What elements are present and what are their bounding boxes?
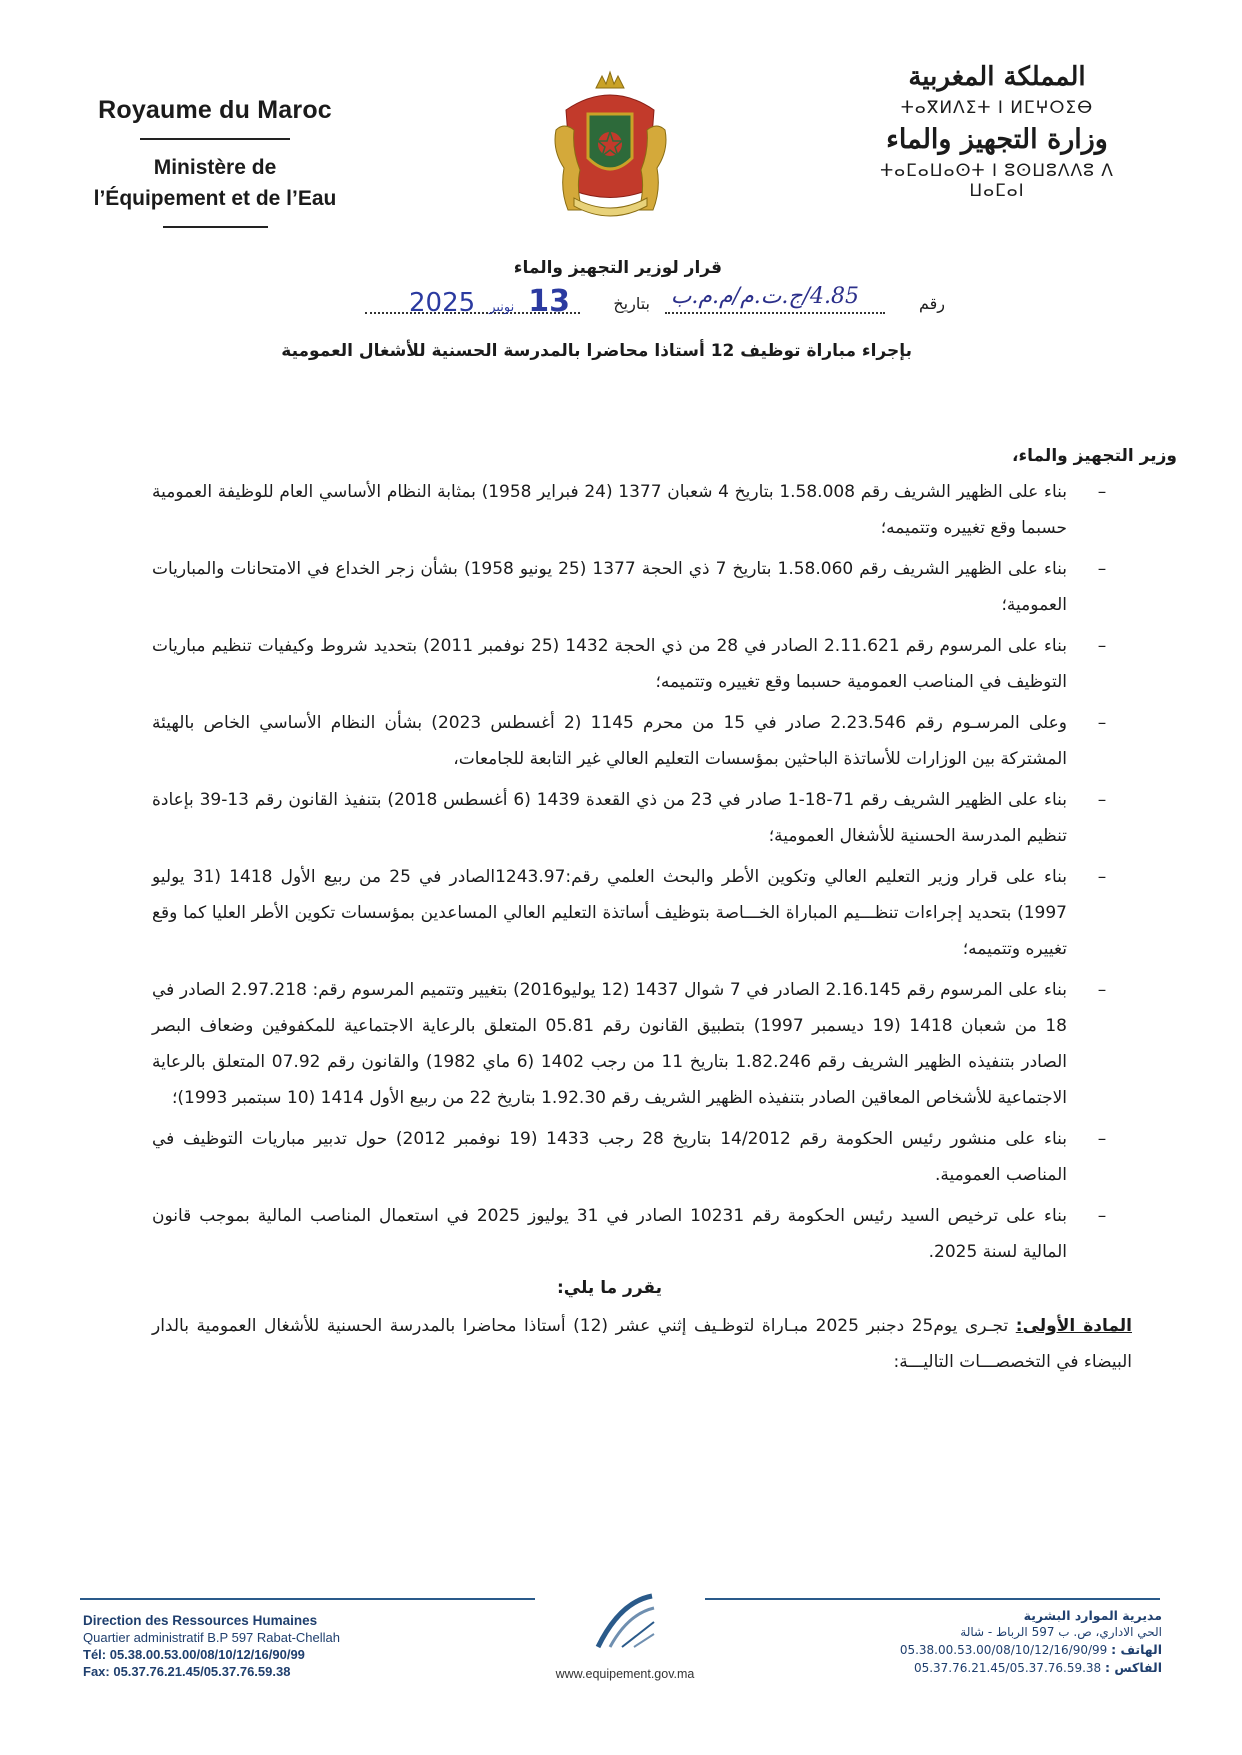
list-item (152, 859, 1107, 967)
footer-address-fr: Quartier administratif B.P 597 Rabat-Chellah (83, 1630, 340, 1645)
list-dash: – (1097, 713, 1107, 733)
header-french (70, 96, 360, 228)
footer-fax-ar: 05.37.76.21.45/05.37.76.59.38 (913, 1661, 1102, 1675)
reference-line (285, 284, 945, 324)
list-item-text: بناء على الظهير الشريف رقم 71-18-1 صادر في 23 من ذي القعدة 1439 (6 أغسطس 2018) بتنفيذ القانون رقم 13-39 بإعادة تنظيم المدرسة الحسنية للأشغال العمومية؛ (152, 790, 1067, 846)
reference-label: رقم (918, 294, 945, 313)
list-item (152, 474, 1107, 546)
list-item (152, 1121, 1107, 1193)
ministry-name-tifinagh: ⵜⴰⵎⴰⵡⴰⵙⵜ ⵏ ⵓⵙⵡⵓⴷⴷⵓ ⴷ ⵡⴰⵎⴰⵏ (880, 161, 1114, 201)
header-divider (163, 226, 268, 228)
footer-fax-label-ar: الفاكس : (1105, 1660, 1162, 1675)
footer-website: www.equipement.gov.ma (555, 1667, 695, 1681)
list-dash: – (1097, 1206, 1107, 1226)
header-divider (140, 138, 290, 140)
list-item-text: بناء على قرار وزير التعليم العالي وتكوين الأطر والبحث العلمي رقم:1243.97الصادر في 25 من ربيع الأول 1418 (31 يوليو 1997) بتحديد إجراءات تنظـــيم المباراة الخـــاصة بتوظيف أساتذة التعليم العالي المساعدين بمؤسسات تكوين الأطر العليا كما وقع تغييره وتتميمه؛ (152, 867, 1067, 959)
date-month: نونبر (489, 300, 515, 315)
list-item (152, 628, 1107, 700)
list-item-text: بناء على ترخيص السيد رئيس الحكومة رقم 10231 الصادر في 31 يوليوز 2025 في استعمال المناصب المالية بموجب قانون المالية لسنة 2025. (152, 1206, 1067, 1262)
kingdom-name-ar: المملكة المغربية (908, 62, 1086, 92)
list-dash: – (1097, 980, 1107, 1000)
list-item-text: بناء على الظهير الشريف رقم 1.58.060 بتاريخ 7 ذي الحجة 1377 (25 يونيو 1958) بشأن زجر الخداع في الامتحانات والمباريات العمومية؛ (152, 559, 1067, 615)
minister-heading: وزير التجهيز والماء، (1012, 446, 1177, 466)
footer-french (83, 1612, 340, 1680)
decision-body (152, 446, 1177, 1380)
footer-divider (705, 1598, 1160, 1600)
decides-heading: يقرر ما يلي: (556, 1278, 663, 1298)
list-dash: – (1097, 1129, 1107, 1149)
list-dash: – (1097, 867, 1107, 887)
list-item (152, 551, 1107, 623)
reference-number: 4.85/ج.ت.م/م.م.ب (670, 284, 859, 309)
footer-tel-fr: Tél: 05.38.00.53.00/08/10/12/16/90/99 (83, 1647, 305, 1662)
list-item-text: وعلى المرسـوم رقم 2.23.546 صادر في 15 من محرم 1145 (2 أغسطس 2023) بشأن النظام الأساسي الخاص بالهيئة المشتركة بين الوزارات للأساتذة الباحثين بمؤسسات التعليم العالي غير التابعة للجامعات، (152, 713, 1068, 769)
dotted-line (665, 312, 885, 314)
ministry-line2-fr: l’Équipement et de l’Eau (93, 187, 337, 210)
ministry-logo-icon (590, 1592, 660, 1652)
list-item (152, 782, 1107, 854)
list-item-text: بناء على المرسوم رقم 2.16.145 الصادر في 7 شوال 1437 (12 يوليو2016) بتغيير وتتميم المرسوم رقم: 2.97.218 الصادر في 18 من شعبان 1418 (19 ديسمبر 1997) بتطبيق القانون رقم 05.81 المتعلق بالرعاية الاجتماعية للمكفوفين وضعاف البصر الصادر بتنفيذه الظهير الشريف رقم 1.82.246 بتاريخ 11 من رجب 1402 (6 ماي 1982) والقانون رقم 07.92 المتعلق بالرعاية الاجتماعية للأشخاص المعاقين الصادر بتنفيذه الظهير الشريف رقم 1.92.30 بتاريخ 22 من ربيع الأول 1414 (10 سبتمبر 1993)؛ (152, 980, 1067, 1108)
footer-fax-fr: Fax: 05.37.76.21.45/05.37.76.59.38 (83, 1664, 291, 1679)
footer-address-ar: الحي الاداري، ص. ب 597 الرباط - شالة (960, 1625, 1162, 1639)
footer-direction-ar: مديرية الموارد البشرية (1023, 1608, 1162, 1623)
ministry-name-ar: وزارة التجهيز والماء (886, 124, 1108, 155)
list-item (152, 1198, 1107, 1270)
list-item-text: بناء على منشور رئيس الحكومة رقم 14/2012 بتاريخ 28 رجب 1433 (19 نوفمبر 2012) حول تدبير مباريات التوظيف في المناصب العمومية. (152, 1129, 1068, 1185)
article-label: المادة الأولى: (1015, 1316, 1132, 1336)
list-dash: – (1097, 559, 1107, 579)
footer-direction-fr: Direction des Ressources Humaines (83, 1613, 318, 1628)
kingdom-name-fr: Royaume du Maroc (98, 96, 332, 124)
list-dash: – (1097, 482, 1107, 502)
list-item-text: بناء على الظهير الشريف رقم 1.58.008 بتاريخ 4 شعبان 1377 (24 فبراير 1958) بمثابة النظام الأساسي العام للوظيفة العمومية حسبما وقع تغييره وتتميمه؛ (152, 482, 1068, 538)
article-one (152, 1308, 1132, 1380)
date-day: 13 (528, 284, 570, 319)
footer-divider (80, 1598, 535, 1600)
header-arabic (872, 62, 1122, 201)
list-item (152, 705, 1107, 777)
date-label: بتاريخ (613, 294, 650, 313)
footer-tel-ar: 05.38.00.53.00/08/10/12/16/90/99 (899, 1643, 1108, 1657)
decision-title: قرار لوزير التجهيز والماء (513, 258, 722, 278)
list-dash: – (1097, 790, 1107, 810)
footer-tel-label-ar: الهاتف : (1111, 1642, 1162, 1657)
list-dash: – (1097, 636, 1107, 656)
kingdom-name-tifinagh: ⵜⴰⴳⵍⴷⵉⵜ ⵏ ⵍⵎⵖⵔⵉⴱ (900, 98, 1094, 118)
decision-subject: بإجراء مباراة توظيف 12 أستاذا محاضرا بالمدرسة الحسنية للأشغال العمومية (281, 341, 912, 361)
date-stamp (409, 284, 570, 319)
ministry-line1-fr: Ministère de (153, 156, 277, 179)
coat-of-arms-icon (548, 70, 673, 220)
footer-arabic (900, 1607, 1162, 1677)
list-item (152, 972, 1107, 1116)
article-text: تجـرى يوم25 دجنبر 2025 مبـاراة لتوظـيف إثني عشر (12) أستاذا محاضرا بالمدرسة الحسنية للأشغال العمومية بالدار البيضاء في التخصصـــات التاليـــة: (152, 1316, 1132, 1372)
list-item-text: بناء على المرسوم رقم 2.11.621 الصادر في 28 من ذي الحجة 1432 (25 نوفمبر 2011) بتحديد شروط وكيفيات تنظيم مباريات التوظيف في المناصب العمومية حسبما وقع تغييره وتتميمه؛ (152, 636, 1067, 692)
date-year: 2025 (409, 288, 476, 318)
